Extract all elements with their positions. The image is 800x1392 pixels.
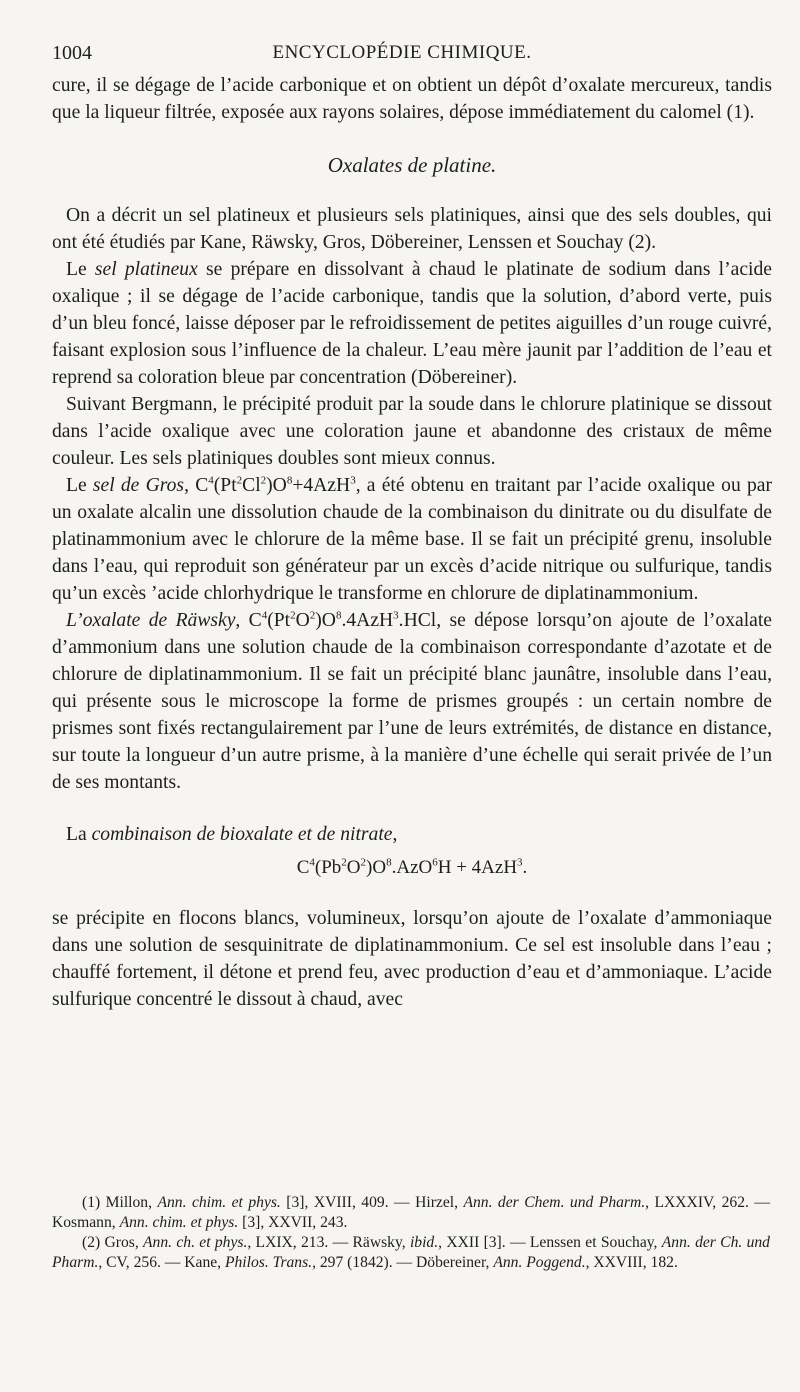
paragraph-precipite: se précipite en flocons blancs, volumineux, lorsqu’on ajoute de l’oxalate d’ammoniaque dans une solution de sesquinitrate de diplatinammonium. Ce sel est insoluble dans l’eau ; chauffé fortement, il détone et prend feu, avec production d’eau et d’ammoniaque. L’acide sulfurique concentré le dissout à chaud, avec xyxy=(52,908,772,1010)
page-header xyxy=(52,42,752,66)
paragraph-sel-de-gros: Le sel de Gros, $C^4(Pt^2Cl^2)O^8+4AzH^3$, a été obtenu en traitant par l’acide oxalique ou par un oxalate alcalin une dissolution chaude de la combinaison du dinitrate ou du disulfate de platinammonium avec le chlorure de la même base. Il se fait un précipité grenu, insoluble dans l’eau, qui reproduit son générateur par un excès d’acide nitrique ou sulfurique, tandis qu’un excès ’acide chlorhydrique le transforme en chlorure de diplatinammonium. xyxy=(52,474,773,604)
paragraph-intro: On a décrit un sel platineux et plusieurs sels platiniques, ainsi que des sels doubles, qui ont été étudiés par Kane, Räwsky, Gros, Döbereiner, Lenssen et Souchay (2). xyxy=(52,205,772,253)
term-sel-de-gros: sel de Gros xyxy=(92,475,185,496)
main-text xyxy=(52,72,772,1013)
term-oxalate-rawsky: L’oxalate de Räwsky xyxy=(66,610,236,631)
paragraph-bergmann: Suivant Bergmann, le précipité produit par la soude dans le chlorure platinique se dissout dans l’acide oxalique avec une coloration jaune et abandonne des cristaux de même couleur. Les sels platiniques doubles sont mieux connus. xyxy=(52,394,772,469)
formula-combinaison: $C^4(Pb^2O^2)O^8.AzO^6H + 4AzH^3$. xyxy=(296,856,528,878)
footnote-1: (1) Millon, Ann. chim. et phys. [3], XVIII, 409. — Hirzel, Ann. der Chem. und Pharm., LXXXIV, 262. — Kosmann, Ann. chim. et phys. [3], XXVII, 243. xyxy=(52,1194,770,1231)
paragraph-oxalate-rawsky: L’oxalate de Räwsky, $C^4(Pt^2O^2)O^8.4AzH^3.HCl$, se dépose lorsqu’on ajoute de l’oxalate d’ammonium dans une solution chaude de la combinaison correspondante d’azotate et de chlorure de diplatinammonium. Il se fait un précipité blanc jaunâtre, insoluble dans l’eau, qui présente sous le microscope la forme de prismes groupés : un certain nombre de prismes sont fixés rectangulairement par l’une de leurs extrémités, de distance en distance, sur toute la longueur d’un autre prisme, à la manière d’une échelle qui serait privée de l’un de ses montants. xyxy=(52,609,772,793)
paragraph-combinaison: La combinaison de bioxalate et de nitrate, xyxy=(66,824,398,845)
paragraph-sel-platineux: Le sel platineux se prépare en dissolvant à chaud le platinate de sodium dans l’acide oxalique ; il se dégage de l’acide carbonique, tandis que la solution, d’abord verte, puis d’un bleu foncé, laisse déposer par le refroidissement de petites aiguilles d’un rouge cuivré, faisant explosion sous l’influence de la chaleur. L’eau mère jaunit par l’addition de l’eau et reprend sa coloration bleue par concentration (Döbereiner). xyxy=(52,259,772,388)
paragraph-continued: cure, il se dégage de l’acide carbonique et on obtient un dépôt d’oxalate mercureux, tandis que la liqueur filtrée, exposée aux rayons solaires, dépose immédiatement du calomel (1). xyxy=(52,75,772,123)
term-sel-platineux: sel platineux xyxy=(94,259,198,280)
footnotes xyxy=(52,1193,770,1273)
footnote-2: (2) Gros, Ann. ch. et phys., LXIX, 213. — Räwsky, ibid., XXII [3]. — Lenssen et Souchay, Ann. der Ch. und Pharm., CV, 256. — Kane, Philos. Trans., 297 (1842). — Döbereiner, Ann. Poggend., XXVIII, 182. xyxy=(52,1234,770,1271)
formula-gros: $C^4(Pt^2Cl^2)O^8+4AzH^3$ xyxy=(195,474,356,496)
page-number: 1004 xyxy=(52,42,92,64)
section-title: Oxalates de platine. xyxy=(327,153,497,177)
term-combinaison: combinaison de bioxalate et de nitrate xyxy=(91,824,393,845)
running-title: ENCYCLOPÉDIE CHIMIQUE. xyxy=(272,42,532,63)
formula-rawsky: $C^4(Pt^2O^2)O^8.4AzH^3.HCl$ xyxy=(248,609,437,631)
